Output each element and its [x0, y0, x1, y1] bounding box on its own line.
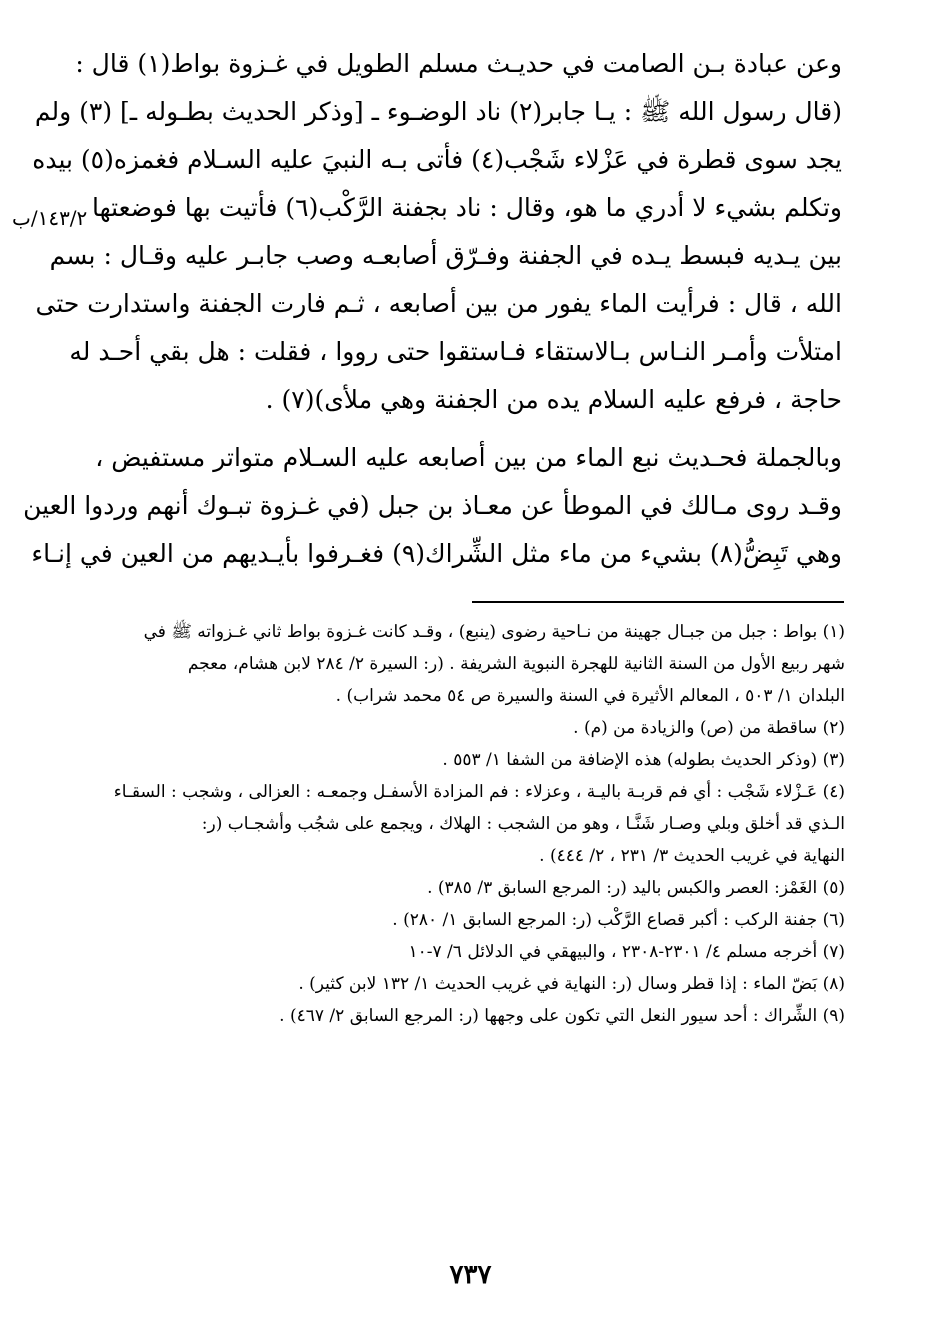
- margin-note: ١٤٣/٢/ب: [12, 206, 88, 230]
- footnote-line: (٦) جفنة الركب : أكبر قصاع الرَّكْب (ر: المرجع السابق ١/ ٢٨٠) .: [392, 910, 845, 930]
- text-line: وعن عبادة بـن الصامت في حديـث مسلم الطويل في غـزوة بواط(١) قال :: [75, 49, 842, 78]
- footnote-line: (٧) أخرجه مسلم ٤/ ٢٣٠١-٢٣٠٨ ، والبيهقي في الدلائل ٦/ ٧-١٠: [408, 942, 845, 962]
- text-line: وهي تَبِضُّ(٨) بشيء من ماء مثل الشِّراك(٩) فغـرفوا بأيـديهم من العين في إنـاء: [31, 539, 842, 568]
- footnote-line: (٩) الشِّراك : أحد سيور النعل التي تكون على وجهها (ر: المرجع السابق ٢/ ٤٦٧) .: [279, 1006, 845, 1026]
- text-line: حاجة ، فرفع عليه السلام يده من الجفنة وهي ملأى)(٧) .: [265, 385, 842, 414]
- footnote-line: شهر ربيع الأول من السنة الثانية للهجرة النبوية الشريفة . (ر: السيرة ٢/ ٢٨٤ لابن هشام، معجم: [187, 654, 845, 674]
- footnote-line: (٤) عَـزْلاء شَجْب : أي فم قربـة باليـة ، وعزلاء : فم المزادة الأسفـل وجمعـه : العزالى ، وشجب : السقـاء: [113, 782, 845, 802]
- footnote-line: (٥) الغَمْز: العصر والكبس باليد (ر: المرجع السابق ٣/ ٣٨٥) .: [427, 878, 845, 898]
- text-line: امتلأت وأمـر النـاس بـالاستقاء فـاستقوا حتى رووا ، فقلت : هل بقي أحـد له: [69, 337, 842, 366]
- text-line: وبالجملة فحـديث نبع الماء من بين أصابعه عليه السـلام متواتر مستفيض ،: [95, 443, 842, 472]
- text-line: بين يـديه فبسط يـده في الجفنة وفـرّق أصابعـه وصب جابـر عليه وقـال : بسم: [49, 241, 842, 270]
- text-line: الله ، قال : فرأيت الماء يفور من بين أصابعه ، ثـم فارت الجفنة واستدارت حتى: [35, 289, 842, 318]
- footnote-line: الـذي قد أخلق وبلي وصـار شَنَّـا ، وهو من الشجب : الهلاك ، ويجمع على شجُب وأشجـاب (ر:: [201, 814, 845, 834]
- text-line: وقـد روى مـالك في الموطأ عن معـاذ بن جبل (في غـزوة تبـوك أنهم وردوا العين: [23, 491, 842, 520]
- footnote-line: النهاية في غريب الحديث ٣/ ٢٣١ ، ٢/ ٤٤٤) .: [539, 846, 845, 866]
- footnote-line: (١) بواط : جبل من جبـال جهينة من نـاحية رضوى (ينبع) ، وقـد كانت غـزوة بواط ثاني غـزواته ﷺ في: [143, 622, 845, 642]
- text-line: وتكلم بشيء لا أدري ما هو، وقال : ناد بجفنة الرَّكْب(٦) فأتيت بها فوضعتها: [91, 193, 842, 222]
- footnote-line: البلدان ١/ ٥٠٣ ، المعالم الأثيرة في السنة والسيرة ص ٥٤ محمد شراب) .: [335, 686, 845, 706]
- text-line: (قال رسول الله ﷺ : يـا جابر(٢) ناد الوضـوء ـ [وذكر الحديث بطـوله ـ] (٣) ولم: [34, 97, 842, 126]
- paragraph-2: [23, 434, 842, 578]
- page-number: ٧٣٧: [449, 1260, 492, 1290]
- paragraph-gap: [100, 424, 842, 434]
- footnote-line: (٣) (وذكر الحديث بطوله) هذه الإضافة من الشفا ١/ ٥٥٣ .: [442, 750, 845, 770]
- text-line: يجد سوى قطرة في عَزْلاء شَجْب(٤) فأتى بـه النبيَ عليه السـلام فغمزه(٥) بيده: [32, 145, 842, 174]
- footnote-separator: [472, 601, 844, 603]
- footnotes: [100, 616, 845, 1032]
- footnote-line: (٢) ساقطة من (ص) والزيادة من (م) .: [573, 718, 845, 738]
- footnote-line: (٨) بَضّ الماء : إذا قطر وسال (ر: النهاية في غريب الحديث ١/ ١٣٢ لابن كثير) .: [298, 974, 845, 994]
